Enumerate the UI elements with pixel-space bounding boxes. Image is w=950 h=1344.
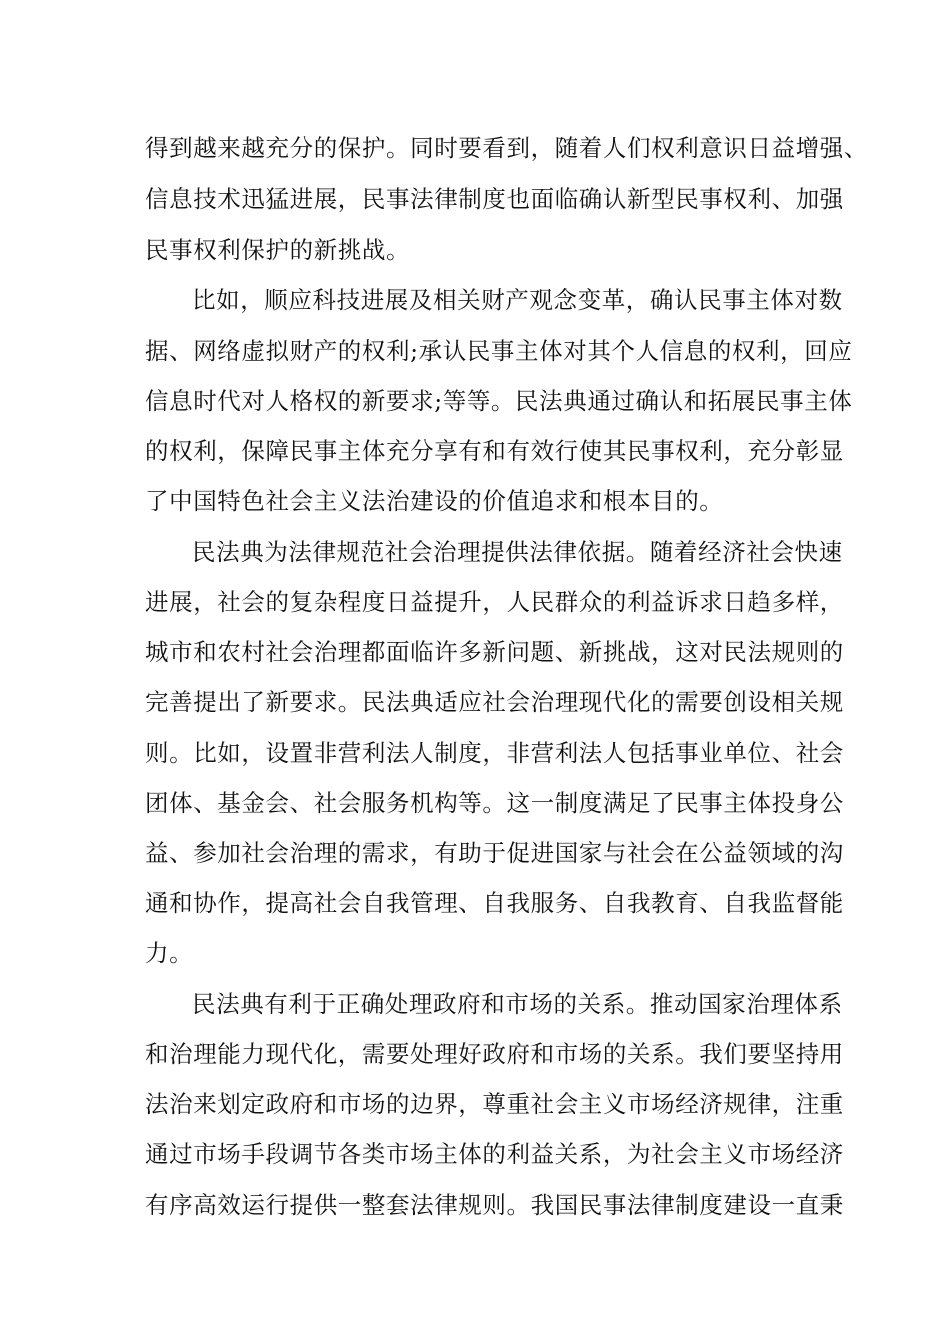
text-line: 城市和农村社会治理都面临许多新问题、新挑战，这对民法规则的 — [145, 638, 844, 666]
text-line: 了中国特色社会主义法治建设的价值追求和根本目的。 — [145, 487, 724, 515]
text-line: 通和协作，提高社会自我管理、自我服务、自我教育、自我监督能 — [145, 889, 844, 917]
text-line: 有序高效运行提供一整套法律规则。我国民事法律制度建设一直秉 — [145, 1191, 844, 1219]
text-line: 得到越来越充分的保护。同时要看到，随着人们权利意识日益增强、 — [145, 134, 868, 162]
text-line: 民事权利保护的新挑战。 — [145, 236, 411, 264]
paragraph-first-line: 民法典为法律规范社会治理提供法律依据。随着经济社会快速 — [192, 538, 843, 566]
text-line: 据、网络虚拟财产的权利;承认民事主体对其个人信息的权利，回应 — [145, 337, 853, 365]
paragraph-first-line: 民法典有利于正确处理政府和市场的关系。推动国家治理体系 — [192, 990, 843, 1018]
text-line: 的权利，保障民事主体充分享有和有效行使其民事权利，充分彰显 — [145, 437, 844, 465]
text-line: 和治理能力现代化，需要处理好政府和市场的关系。我们要坚持用 — [145, 1040, 844, 1068]
text-line: 通过市场手段调节各类市场主体的利益关系，为社会主义市场经济 — [145, 1140, 844, 1168]
text-line: 团体、基金会、社会服务机构等。这一制度满足了民事主体投身公 — [145, 789, 844, 817]
text-line: 力。 — [145, 939, 194, 967]
text-line: 信息时代对人格权的新要求;等等。民法典通过确认和拓展民事主体 — [145, 387, 853, 415]
text-line: 完善提出了新要求。民法典适应社会治理现代化的需要创设相关规 — [145, 688, 844, 716]
text-line: 信息技术迅猛进展，民事法律制度也面临确认新型民事权利、加强 — [145, 185, 844, 213]
text-line: 益、参加社会治理的需求，有助于促进国家与社会在公益领域的沟 — [145, 839, 844, 867]
text-line: 法治来划定政府和市场的边界，尊重社会主义市场经济规律，注重 — [145, 1090, 844, 1118]
text-line: 进展，社会的复杂程度日益提升，人民群众的利益诉求日趋多样， — [145, 588, 844, 616]
paragraph-first-line: 比如，顺应科技进展及相关财产观念变革，确认民事主体对数 — [192, 286, 843, 314]
text-line: 则。比如，设置非营利法人制度，非营利法人包括事业单位、社会 — [145, 739, 844, 767]
